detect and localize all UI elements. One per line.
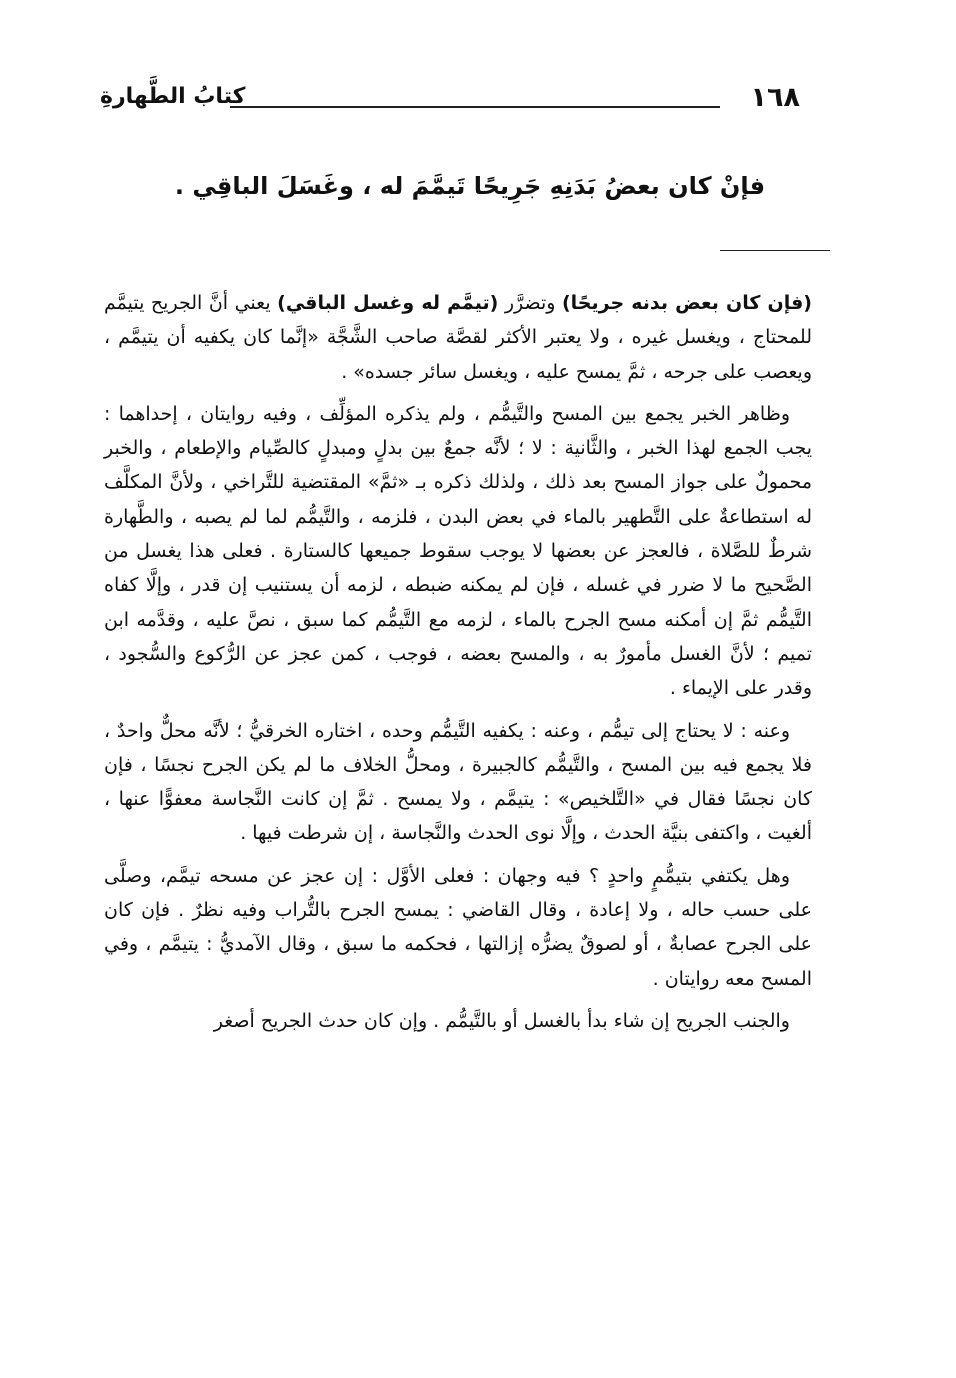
commentary-paragraph-2: وظاهر الخبر يجمع بين المسح والتَّيمُّم ، ولم يذكره المؤلِّف ، وفيه روايتان ، إحداهما : يجب الجمع لهذا الخبر ، والثَّانية : لا ؛ لأنَّه جمعٌ بين بدلٍ ومبدلٍ كالصِّيام والإطعام ، والخبر محمولٌ على جواز المسح بعد ذلك ، ولذلك ذكره بـ «ثمَّ» المقتضية للتَّراخي ، ولأنَّ المكلَّف له استطاعةٌ على التَّطهير بالماء في بعض البدن ، فلزمه ، والتَّيمُّم لما لم يصبه ، والطَّهارة شرطٌ للصَّلاة ، فالعجز عن بعضها لا يوجب سقوط جميعها كالستارة . فعلى هذا يغسل من الصَّحيح ما لا ضرر في غسله ، فإن لم يمكنه ضبطه ، لزمه أن يستنيب إن قدر ، وإلَّا كفاه التَّيمُّم ثمَّ إن أمكنه مسح الجرح بالماء ، لزمه مع التَّيمُّم كما سبق ، نصَّ عليه ، وقدَّمه ابن تميم ؛ لأنَّ الغسل مأمورٌ به ، والمسح بعضه ، فوجب ، كمن عجز عن الرُّكوع والسُّجود ، وقدر على الإيماء . bbox=[104, 402, 812, 700]
running-title: كتابُ الطَّهارةِ bbox=[100, 84, 246, 109]
commentary-paragraph-4: وهل يكتفي بتيمُّمٍ واحدٍ ؟ فيه وجهان : فعلى الأوَّل : إن عجز عن مسحه تيمَّم، وصلَّى على حسب حاله ، ولا إعادة ، وقال القاضي : يمسح الجرح بالتُّراب وفيه نظرٌ . فإن كان على الجرح عصابةٌ ، أو لصوقٌ يضرُّه إزالتها ، فحكمه ما سبق ، وقال الآمديُّ : يتيمَّم ، وفي المسح معه روايتان . bbox=[104, 864, 812, 990]
quoted-matn-1: (فإن كان بعض بدنه جريحًا) bbox=[561, 292, 812, 314]
matn-text: فإنْ كان بعضُ بَدَنِهِ جَرِيحًا تَيمَّمَ له ، وغَسَلَ الباقِي . bbox=[174, 172, 766, 200]
commentary-paragraph-5: والجنب الجريح إن شاء بدأ بالغسل أو بالتَّيمُّم . وإن كان حدث الجريح أصغر bbox=[213, 1009, 790, 1032]
commentary-text: وتضرَّر bbox=[498, 292, 562, 314]
section-separator bbox=[720, 250, 830, 251]
commentary-paragraph-3: وعنه : لا يحتاج إلى تيمُّم ، وعنه : يكفيه التَّيمُّم وحده ، اختاره الخرقيُّ ؛ لأنَّه محلٌّ واحدٌ ، فلا يجمع فيه بين المسح ، والتَّيمُّم كالجبيرة ، ومحلُّ الخلاف ما لم يكن الجرح نجسًا ، فإن كان نجسًا فقال في «التَّلخيص» : يتيمَّم ، ولا يمسح . ثمَّ إن كانت النَّجاسة معفوًّا عنها ، ألغيت ، واكتفى بنيَّة الحدث ، وإلَّا نوى الحدث والنَّجاسة ، إن شرطت فيها . bbox=[104, 719, 812, 845]
commentary-paragraph-1 bbox=[104, 286, 812, 389]
commentary bbox=[104, 286, 812, 1046]
page-header bbox=[100, 82, 800, 122]
quoted-matn-2: (تيمَّم له وغسل الباقي) bbox=[277, 292, 499, 314]
commentary-text: يعني أنَّ الجريح يتيمَّم للمحتاج ، ويغسل غيره ، ولا يعتبر الأكثر لقصَّة صاحب الشَّجَّة «إنَّما كان يكفيه أن يتيمَّم ، ويعصب على جرحه ، ثمَّ يمسح عليه ، ويغسل سائر جسده» . bbox=[104, 292, 812, 383]
header-rule bbox=[230, 106, 720, 108]
page-number: ١٦٨ bbox=[750, 82, 800, 113]
